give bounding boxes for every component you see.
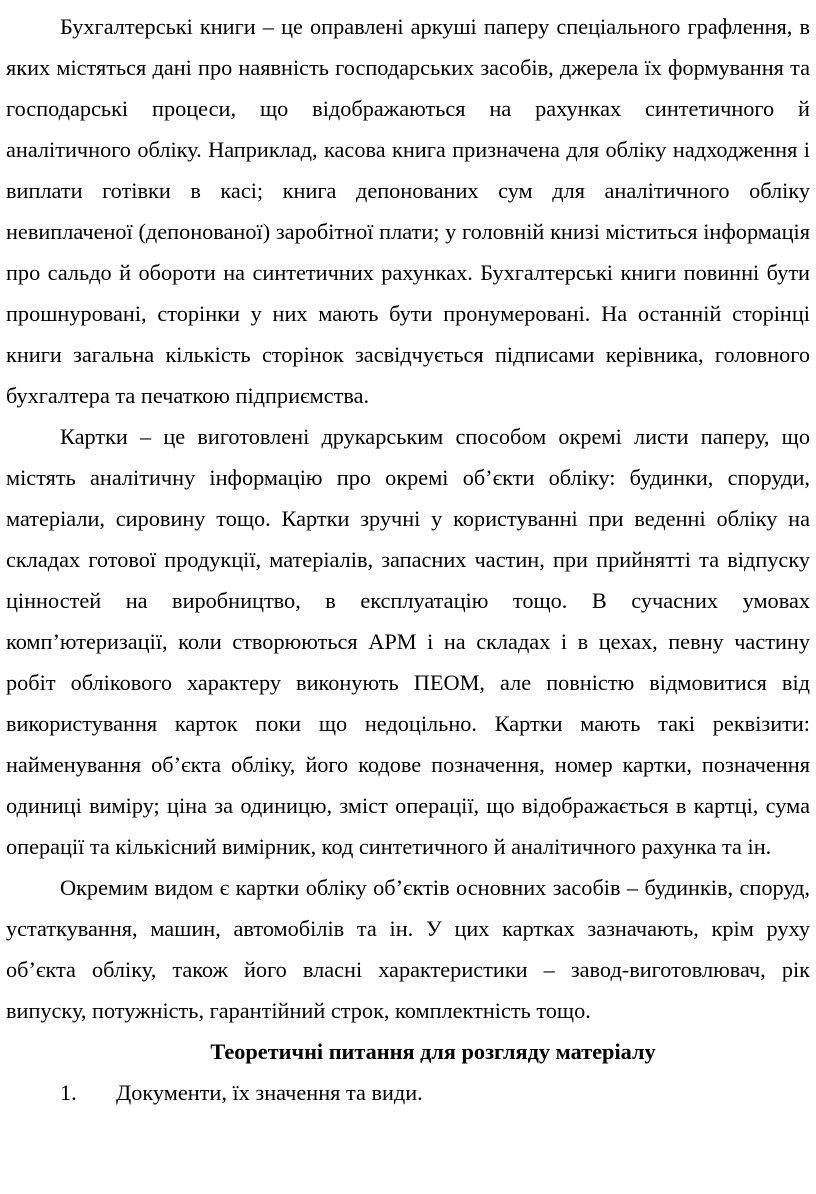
list-item [6,1072,810,1113]
list-item-text: Документи, їх значення та види. [116,1080,423,1105]
paragraph-fixed-assets-cards: Окремим видом є картки обліку об’єктів основних засобів – будинків, споруд, устаткування, машин, автомобілів та ін. У цих картках зазначають, крім руху об’єкта обліку, також його власні характеристики – завод-виготовлювач, рік випуску, потужність, гарантійний строк, комплектність тощо. [6,875,810,1023]
list-item-number: 1. [60,1080,77,1105]
paragraph-cards: Картки – це виготовлені друкарським способом окремі листи паперу, що містять аналітичну інформацію про окремі об’єкти обліку: будинки, споруди, матеріали, сировину тощо. Картки зручні у користуванні при веденні обліку на складах готової продукції, матеріалів, запасних частин, при прийнятті та відпуску цінностей на виробництво, в експлуатацію тощо. В сучасних умовах комп’ютеризації, коли створюються АРМ і на складах і в цехах, певну частину робіт облікового характеру виконують ПЕОМ, але повністю відмовитися від використування карток поки що недоцільно. Картки мають такі реквізити: найменування об’єкта обліку, його кодове позначення, номер картки, позначення одиниці виміру; ціна за одиницю, зміст операції, що відображається в картці, сума операції та кількісний вимірник, код синтетичного й аналітичного рахунка та ін. [6,424,810,859]
paragraph-accounting-books: Бухгалтерські книги – це оправлені аркуші паперу спеціального графлення, в яких містяться дані про наявність господарських засобів, джерела їх формування та господарські процеси, що відображаються на рахунках синтетичного й аналітичного обліку. Наприклад, касова книга призначена для обліку надходження і виплати готівки в касі; книга депонованих сум для аналітичного обліку невиплаченої (депонованої) заробітної плати; у головній книзі міститься інформація про сальдо й обороти на синтетичних рахунках. Бухгалтерські книги повинні бути прошнуровані, сторінки у них мають бути пронумеровані. На останній сторінці книги загальна кількість сторінок засвідчується підписами керівника, головного бухгалтера та печаткою підприємства. [6,14,810,408]
section-heading: Теоретичні питання для розгляду матеріалу [210,1039,656,1064]
